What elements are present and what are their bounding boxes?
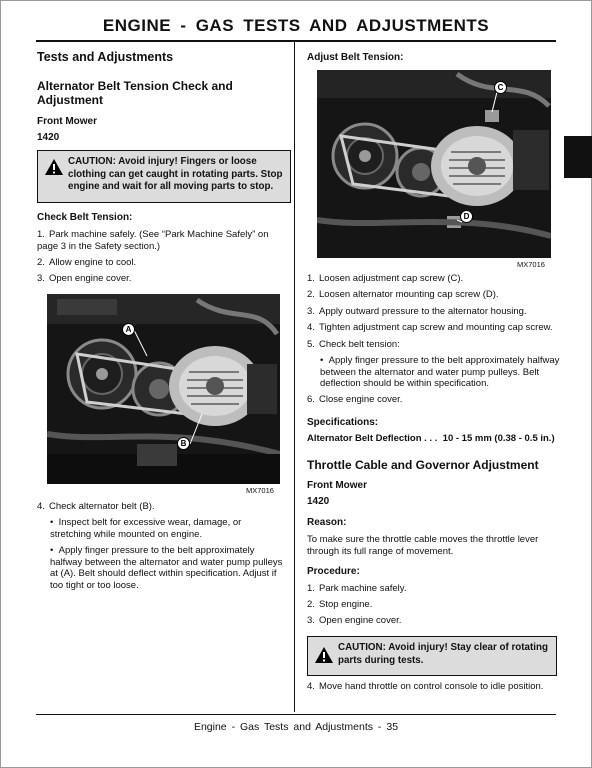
spec-heading: Specifications: [307,417,379,428]
callout-b: B [177,437,190,450]
photo-code: MX7016 [246,486,274,495]
throttle-title: Throttle Cable and Governor Adjustment [307,458,539,472]
reason-text: To make sure the throttle cable moves the throttle lever through its full range of movement. [307,534,539,557]
spec-label: Alternator Belt Deflection . . . [307,433,438,444]
list-item: 3. Open engine cover. [37,273,132,284]
model-number: 1420 [307,496,330,507]
model-heading: Front Mower [37,116,97,127]
engine-illustration [317,70,551,258]
check-heading: Check Belt Tension: [37,212,133,223]
header-rule [36,40,556,42]
list-item: 1. Park machine safely. (See “Park Machine Safely” on page 3 in the Safety section.) [37,229,269,252]
procedure-heading: Procedure: [307,566,360,577]
adjust-heading: Adjust Belt Tension: [307,52,404,63]
list-item: 6. Close engine cover. [307,394,403,405]
bullet-item: • Apply finger pressure to the belt approximately halfway between the alternator and water pump pulleys. Belt deflection should be within specification. [320,355,560,389]
list-item: 2. Loosen alternator mounting cap screw (D). [307,289,499,300]
warning-triangle-icon [44,158,64,176]
page-footer: Engine - Gas Tests and Adjustments - 35 [193,721,399,733]
callout-a: A [122,323,135,336]
list-item: 2. Allow engine to cool. [37,257,137,268]
photo-code: MX7016 [517,260,545,269]
callout-c: C [494,81,507,94]
spec-row [307,433,555,444]
model-number: 1420 [37,132,60,143]
subsection-title: Alternator Belt Tension Check and Adjustment [37,79,233,107]
engine-photo-belt-adjust [317,70,551,258]
list-item: 4. Tighten adjustment cap screw and mounting cap screw. [307,322,553,333]
list-item: 1. Loosen adjustment cap screw (C). [307,273,464,284]
warning-triangle-icon [314,646,334,664]
page-title: ENGINE - GAS TESTS AND ADJUSTMENTS [102,16,490,35]
list-item: 4. Move hand throttle on control console to idle position. [307,681,544,692]
reason-heading: Reason: [307,517,347,528]
section-tab [564,136,592,178]
callout-d: D [460,210,473,223]
caution-label: CAUTION: [338,642,386,653]
list-item: 1. Park machine safely. [307,583,407,594]
caution-text: Avoid injury! Stay clear of rotating parts during tests. [338,642,548,666]
section-title: Tests and Adjustments [37,50,174,64]
caution-label: CAUTION: [68,156,116,167]
list-item: 3. Open engine cover. [307,615,402,626]
engine-photo-belt-check [47,294,280,484]
bullet-item: • Inspect belt for excessive wear, damage, or stretching while mounted on engine. [50,517,242,540]
caution-box [307,636,557,676]
caution-box [37,150,291,203]
spec-value: 10 - 15 mm (0.38 - 0.5 in.) [442,433,555,444]
bullet-item: • Apply finger pressure to the belt approximately halfway between the alternator and water pump pulleys at (A). Belt should deflect within specification. Adjust if too tight or too loose. [50,545,283,591]
list-item: 2. Stop engine. [307,599,373,610]
list-item: 5. Check belt tension: [307,339,400,350]
list-item: 4. Check alternator belt (B). [37,501,155,512]
column-divider [294,42,295,712]
model-heading: Front Mower [307,480,367,491]
list-item: 3. Apply outward pressure to the alternator housing. [307,306,527,317]
footer-rule [36,714,556,715]
caution-text: Avoid injury! Fingers or loose clothing can get caught in rotating parts. Stop engine and wait for all moving parts to stop. [68,156,283,192]
engine-illustration [47,294,280,484]
